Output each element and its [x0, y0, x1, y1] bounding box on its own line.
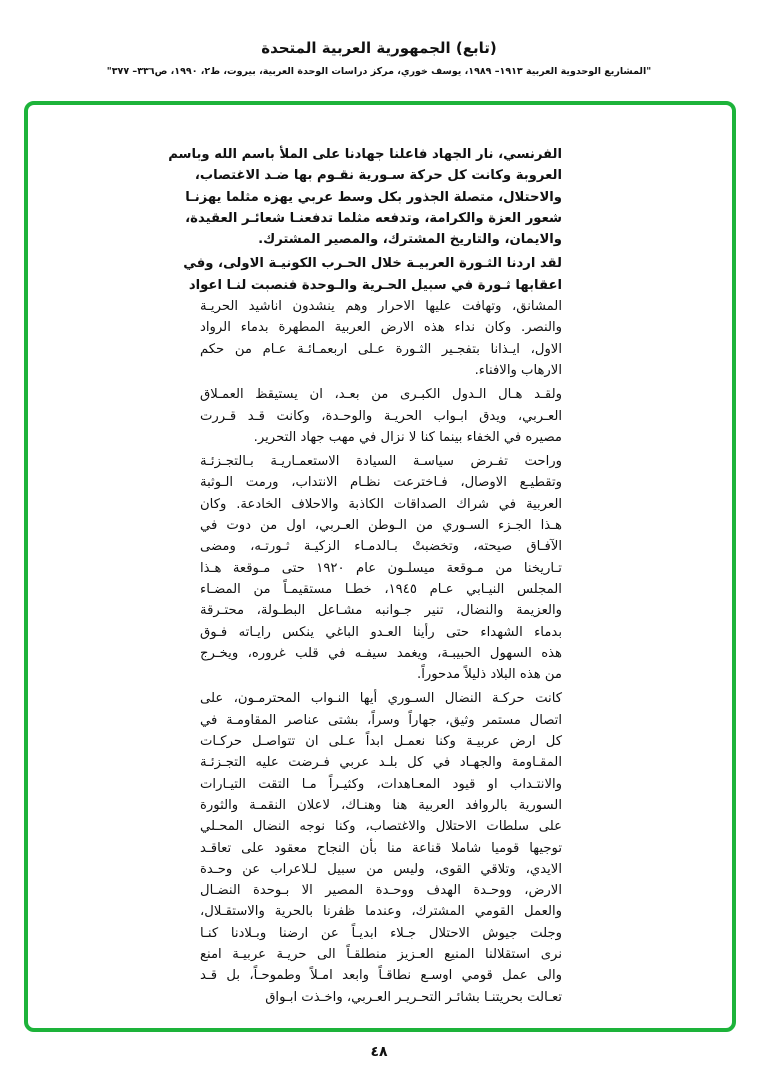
text-line: الارض، ووحـدة الهدف ووحـدة المصير الا بـوحدة النضـال	[200, 883, 562, 899]
text-line: الارهاب والافناء.	[474, 362, 562, 378]
text-line: والعمل القومي المشترك، وعندما ظفرنا بالحرية والاستقـلال،	[200, 904, 562, 920]
text-line: الايدي، وتلاقي القوى، وليس من سبيل لـلاعراب عن وحـدة	[200, 861, 562, 877]
text-line: وجلت جيوش الاحتلال جـلاء ابديـاً عن ارضنا وبـلادنا كنـا	[200, 925, 562, 941]
text-line: والاحتلال، متصلة الجذور بكل وسط عربي يهزه مثلما يهزنـا	[185, 189, 562, 205]
text-line: من هذه البلاد ذليلاً مدحوراً.	[417, 667, 562, 683]
text-line: العربية في شراك الصداقات الكاذبة والاحلاف الخادعة. وكان	[200, 496, 562, 512]
text-line: هـذا الجـزء السـوري من الـوطن العـربي، اول من دوت في	[200, 518, 562, 534]
text-line: والنصر. وكان نداء هذه الارض العربية المطهرة بدماء الرواد	[200, 320, 562, 336]
text-line: وراحت تفـرض سياسـة السيادة الاستعمـاريـة بـالتجـزئـة	[200, 454, 562, 470]
text-line: المشانق، وتهافت عليها الاحرار وهم ينشدون اناشيد الحريـة	[200, 299, 562, 315]
text-line: الآفـاق صيحته، وتخضبتْ بـالدمـاء الزكيـة ثـورتـه، ومضى	[200, 539, 562, 555]
text-line: الفرنسي، نار الجهاد فاعلنا جهادنا على الملأ باسم الله وباسم	[168, 147, 562, 162]
text-line: والعزيمة والنضال، تنير جـوانبه مشـاعل البطـولة، محتـرقة	[200, 603, 562, 619]
text-line: والانتـداب او قيود المعـاهدات، وكثيـراً مـا التقت التيـارات	[200, 776, 562, 792]
text-line: اعقابها ثـورة في سبيل الحـرية والـوحدة فنصبت لنـا اعواد	[188, 277, 562, 293]
source-citation: "المشاريع الوحدوية العربية ١٩١٣– ١٩٨٩، يوسف خوري، مركز دراسات الوحدة العربية، بيروت، ط٢، ١٩٩٠، ص٣٣٦– ٣٧٧"	[106, 66, 652, 77]
text-line: لقد اردنا الثـورة العربيـة خلال الحـرب الكونيـة الاولى، وفي	[183, 256, 562, 272]
text-line: الاول، ايـذانا بتفجـير الثـورة عـلى اربعمـائـة عـام من حكم	[200, 341, 562, 357]
text-line: بدماء الشهداء حتى رأينا العـدو الباغي ينكس رايـاته فـوق	[200, 624, 562, 640]
text-line: ولقـد هـال الـدول الكبـرى من بعـد، ان يستيقظ العمـلاق	[200, 387, 562, 403]
text-line: وتقطيـع الاوصال، فـاخترعت نظـام الانتداب، ورمت الـوثبة	[200, 475, 562, 491]
text-line: المجلس النيـابي عـام ١٩٤٥، خطـا مستقيمـاً من المضـاء	[200, 581, 562, 597]
text-line: هذه السهول الحبيبـة، ويغمد سيفـه في قلب غروره، ويخـرج	[200, 645, 562, 661]
text-line: شعور العزة والكرامة، وتدفعه مثلما تدفعنـا شعائـر العقيدة،	[185, 210, 562, 226]
text-line: اتصال مستمر وثيق، جهاراً وسراً، بشتى عناصر المقاومـة في	[200, 712, 562, 728]
text-line: توجيها قوميا شاملا قناعة منا بأن النجاح معقود على تعاقـد	[200, 840, 562, 856]
text-line: تعـالت بحريتنـا بشائـر التحـريـر العـربي، واخـذت ابـواق	[265, 989, 562, 1005]
body-text	[168, 144, 562, 1008]
text-line: والى عمل قومي اوسـع نطاقـاً وابعد امـلاً وطموحـاً، بل قـد	[200, 968, 562, 984]
text-line: كانت حركـة النضال السـوري أيها النـواب المحترمـون، على	[200, 691, 562, 707]
text-line: نرى استقلالنا المنيع العـزيز منطلقـاً الى حريـة عربيـة امنع	[200, 946, 562, 962]
text-line: مصيره في الخفاء بينما كنا لا نزال في مهب جهاد التحرير.	[253, 429, 562, 445]
text-line: كل ارض عربيـة وكنا نعمـل ابداً عـلى ان تتواصـل حركـات	[200, 734, 562, 750]
text-line: المقـاومة والجهـاد في كل بلـد عربي فـرضت عليه التجـزئـة	[200, 755, 562, 771]
text-line: السورية بالروافد العربية هنا وهنـاك، لاعلان النقمـة والثورة	[200, 797, 562, 813]
text-line: على سلطات الاحتلال والاغتصاب، وكنا نوجه النضال المحـلي	[200, 819, 562, 835]
page-number: ٤٨	[370, 1044, 388, 1060]
text-line: العروبة وكانت كل حركة سـورية نقـوم بها ضـد الاغتصاب،	[194, 168, 562, 184]
text-line: العـربي، ويدق ابـواب الحريـة والوحـدة، وكانت قـد قـررت	[200, 408, 562, 424]
page-header-title: (تابع) الجمهورية العربية المتحدة	[261, 39, 497, 57]
text-line: والايمان، والتاريخ المشترك، والمصير المشترك.	[258, 232, 562, 248]
text-line: تـاريخنا من مـوقعة ميسلـون عام ١٩٢٠ حتى مـوقعة هـذا	[200, 560, 562, 576]
